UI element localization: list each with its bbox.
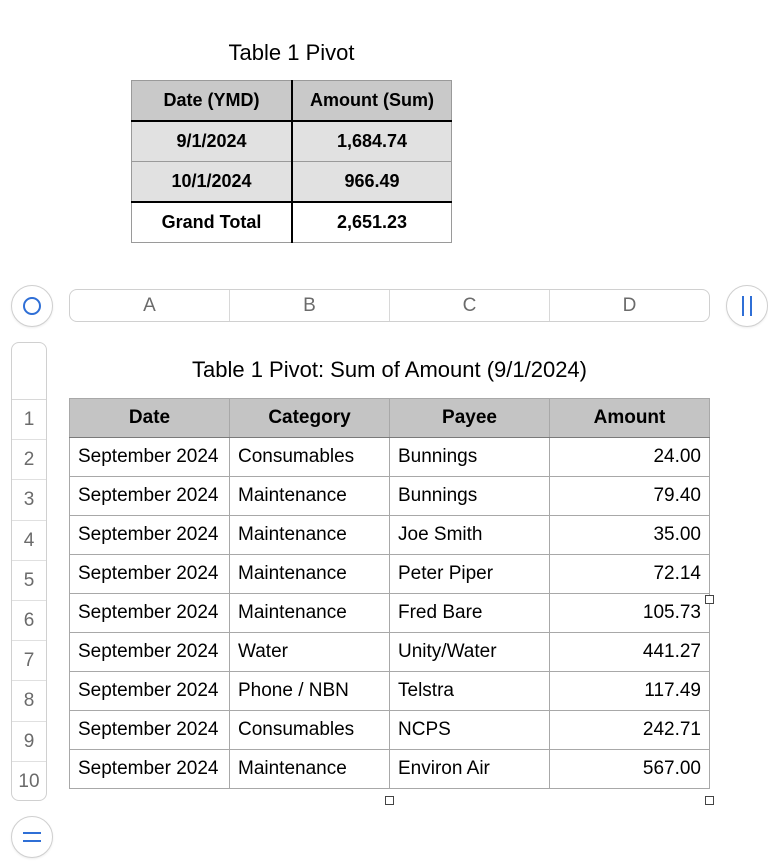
select-table-button[interactable] <box>11 285 53 327</box>
table-row <box>70 594 710 633</box>
pivot-table[interactable] <box>131 80 452 243</box>
cell-date[interactable]: September 2024 <box>70 438 230 477</box>
row-header-title-cell <box>12 343 46 400</box>
pivot-cell-date[interactable]: 9/1/2024 <box>132 121 293 162</box>
row-header-3[interactable]: 3 <box>12 480 46 520</box>
resize-handle-bottom[interactable] <box>385 796 394 805</box>
row-header-5[interactable]: 5 <box>12 561 46 601</box>
resize-handle-right[interactable] <box>705 595 714 604</box>
equals-icon <box>23 832 41 842</box>
cell-payee[interactable]: Unity/Water <box>390 633 550 672</box>
cell-category[interactable]: Water <box>230 633 390 672</box>
row-header-10[interactable]: 10 <box>18 770 40 792</box>
cell-payee[interactable]: Bunnings <box>390 438 550 477</box>
cell-amount[interactable]: 35.00 <box>550 516 710 555</box>
cell-category[interactable]: Maintenance <box>230 555 390 594</box>
cell-amount[interactable]: 105.73 <box>550 594 710 633</box>
column-header-c[interactable]: C <box>390 290 550 321</box>
pivot-header-date[interactable]: Date (YMD) <box>132 81 293 122</box>
header-payee[interactable]: Payee <box>390 399 550 438</box>
table-row <box>70 477 710 516</box>
table-row <box>70 672 710 711</box>
pivot-cell-amount[interactable]: 966.49 <box>292 162 452 203</box>
pivot-header-row <box>132 81 452 122</box>
pivot-cell-amount[interactable]: 1,684.74 <box>292 121 452 162</box>
pivot-total-value[interactable]: 2,651.23 <box>292 202 452 243</box>
cell-amount[interactable]: 441.27 <box>550 633 710 672</box>
cell-date[interactable]: September 2024 <box>70 594 230 633</box>
column-header-b[interactable]: B <box>230 290 390 321</box>
resize-handle-corner[interactable] <box>705 796 714 805</box>
table-row <box>70 516 710 555</box>
cell-date[interactable]: September 2024 <box>70 711 230 750</box>
pivot-row <box>132 121 452 162</box>
cell-amount[interactable]: 117.49 <box>550 672 710 711</box>
cell-category[interactable]: Maintenance <box>230 750 390 789</box>
cell-date[interactable]: September 2024 <box>70 516 230 555</box>
cell-payee[interactable]: Peter Piper <box>390 555 550 594</box>
pivot-header-amount[interactable]: Amount (Sum) <box>292 81 452 122</box>
add-column-button[interactable] <box>726 285 768 327</box>
cell-date[interactable]: September 2024 <box>70 555 230 594</box>
data-table[interactable] <box>69 398 710 789</box>
header-category[interactable]: Category <box>230 399 390 438</box>
cell-category[interactable]: Maintenance <box>230 516 390 555</box>
row-header-6[interactable]: 6 <box>12 601 46 641</box>
cell-amount[interactable]: 72.14 <box>550 555 710 594</box>
cell-category[interactable]: Consumables <box>230 711 390 750</box>
pause-bars-icon <box>742 296 752 316</box>
pivot-total-row <box>132 202 452 243</box>
cell-category[interactable]: Maintenance <box>230 477 390 516</box>
cell-amount[interactable]: 242.71 <box>550 711 710 750</box>
table-row <box>70 438 710 477</box>
cell-payee[interactable]: Joe Smith <box>390 516 550 555</box>
row-header-4[interactable]: 4 <box>12 521 46 561</box>
cell-category[interactable]: Consumables <box>230 438 390 477</box>
cell-payee[interactable]: Bunnings <box>390 477 550 516</box>
table-title[interactable]: Table 1 Pivot: Sum of Amount (9/1/2024) <box>191 357 587 382</box>
column-header-bar <box>69 289 710 322</box>
row-header-8[interactable]: 8 <box>12 681 46 721</box>
header-amount[interactable]: Amount <box>550 399 710 438</box>
pivot-total-label[interactable]: Grand Total <box>132 202 293 243</box>
table-row <box>70 711 710 750</box>
cell-amount[interactable]: 24.00 <box>550 438 710 477</box>
row-header-7[interactable]: 7 <box>12 641 46 681</box>
cell-date[interactable]: September 2024 <box>70 633 230 672</box>
pivot-row <box>132 162 452 203</box>
row-header-bar <box>11 342 47 801</box>
cell-payee[interactable]: Telstra <box>390 672 550 711</box>
cell-amount[interactable]: 567.00 <box>550 750 710 789</box>
circle-icon <box>23 297 41 315</box>
table-row <box>70 555 710 594</box>
header-date[interactable]: Date <box>70 399 230 438</box>
table-row <box>70 750 710 789</box>
pivot-table-title: Table 1 Pivot <box>228 40 355 65</box>
row-header-1[interactable]: 1 <box>12 400 46 440</box>
cell-payee[interactable]: Fred Bare <box>390 594 550 633</box>
cell-payee[interactable]: NCPS <box>390 711 550 750</box>
column-header-d[interactable]: D <box>622 295 637 316</box>
cell-date[interactable]: September 2024 <box>70 672 230 711</box>
table-header-row <box>70 399 710 438</box>
cell-date[interactable]: September 2024 <box>70 477 230 516</box>
pivot-cell-date[interactable]: 10/1/2024 <box>132 162 293 203</box>
table-row <box>70 633 710 672</box>
cell-payee[interactable]: Environ Air <box>390 750 550 789</box>
cell-category[interactable]: Maintenance <box>230 594 390 633</box>
cell-date[interactable]: September 2024 <box>70 750 230 789</box>
add-row-button[interactable] <box>11 816 53 858</box>
cell-amount[interactable]: 79.40 <box>550 477 710 516</box>
column-header-a[interactable]: A <box>70 290 230 321</box>
row-header-9[interactable]: 9 <box>12 722 46 762</box>
row-header-2[interactable]: 2 <box>12 440 46 480</box>
cell-category[interactable]: Phone / NBN <box>230 672 390 711</box>
